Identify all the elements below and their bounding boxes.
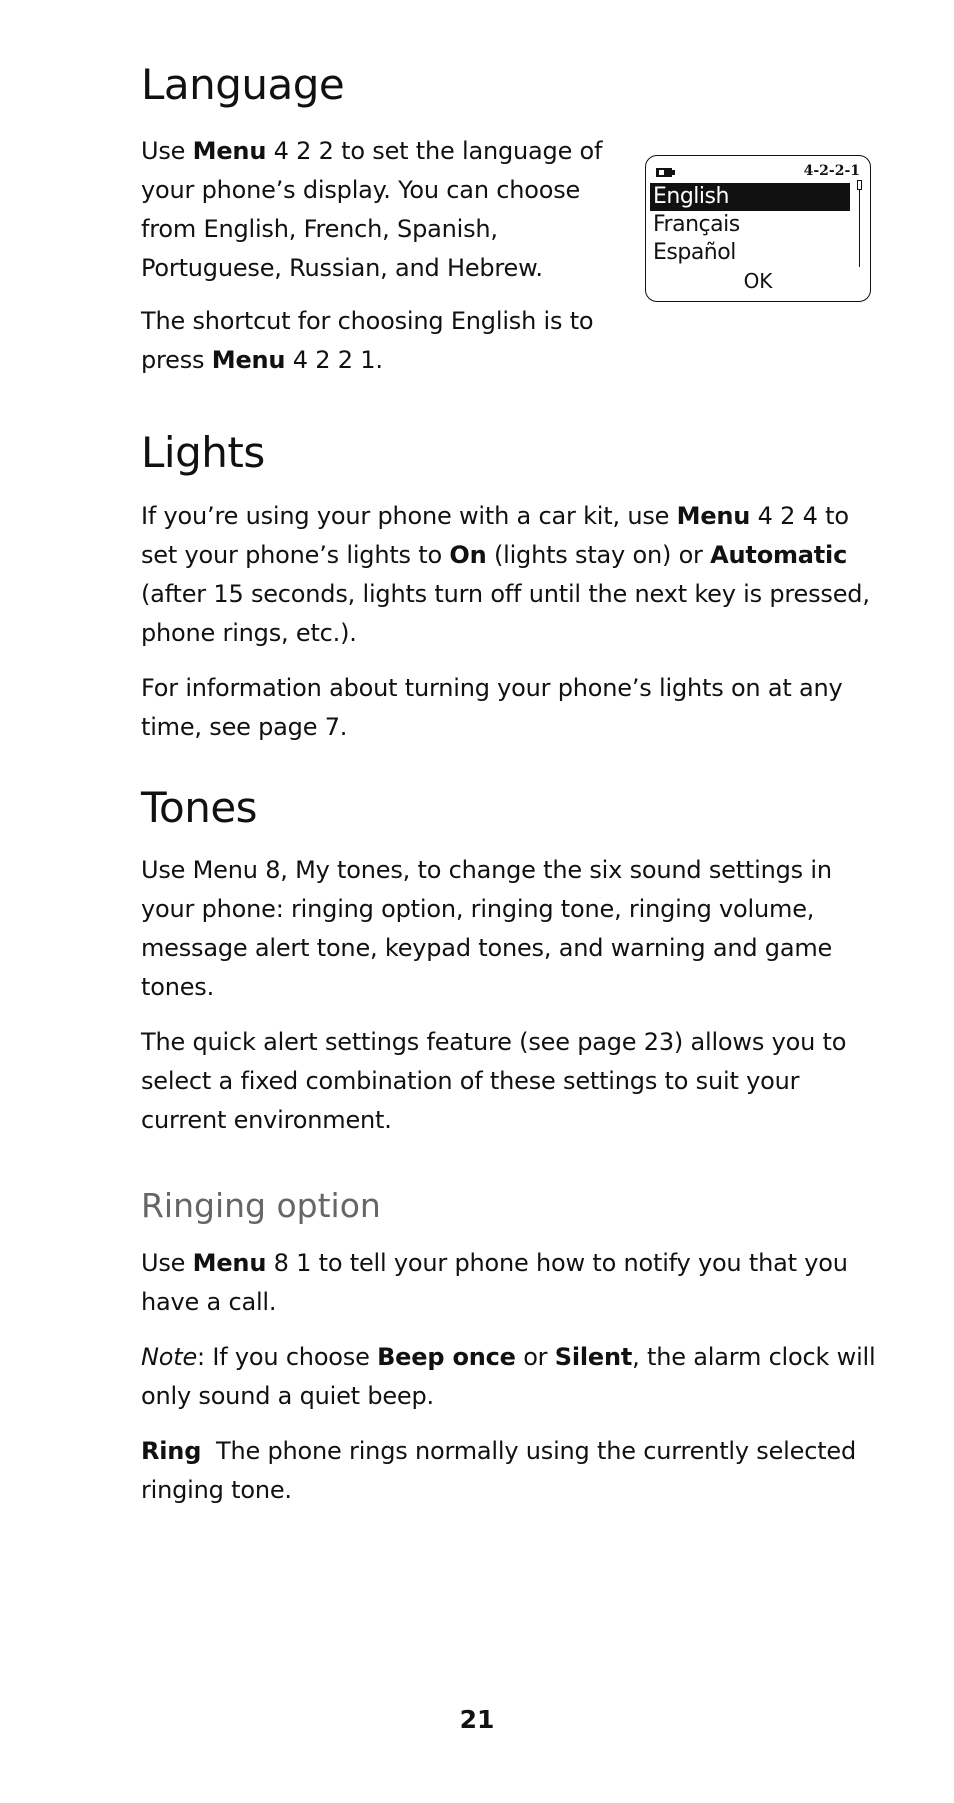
option-silent: Silent <box>554 1342 633 1371</box>
text-run: The phone rings normally using the currently selected ringing tone. <box>141 1436 864 1504</box>
menu-keyword: Menu <box>676 501 751 530</box>
text-run: Use <box>141 137 193 166</box>
section-tones <box>141 783 881 1140</box>
text-run: 4 2 2 1. <box>285 346 383 375</box>
language-list <box>650 183 850 267</box>
lights-paragraph-2: For information about turning your phone’s lights on at any time, see page 7. <box>141 673 843 741</box>
text-run: If you’re using your phone with a car kit, use <box>141 501 677 530</box>
text-run: , the alarm clock will only sound a quiet beep. <box>141 1342 876 1410</box>
text-run: Use <box>141 1248 193 1277</box>
language-item-francais: Français <box>653 212 740 237</box>
menu-code: 4-2-2-1 <box>803 163 860 179</box>
option-ring: Ring <box>141 1436 202 1465</box>
option-beep-once: Beep once <box>377 1342 516 1371</box>
text-run: or <box>515 1342 555 1371</box>
option-on: On <box>449 540 487 569</box>
text-run: : If you choose <box>197 1342 378 1371</box>
heading-ringing-option: Ringing option <box>141 1186 381 1226</box>
heading-language: Language <box>141 60 345 109</box>
text-run: 8 1 to tell your phone how to notify you that you have a call. <box>141 1248 848 1316</box>
tones-paragraph-2: The quick alert settings feature (see page 23) allows you to select a fixed combination of these settings to suit your current environment. <box>141 1028 847 1135</box>
language-item-english: English <box>650 183 850 211</box>
heading-tones: Tones <box>141 782 258 832</box>
text-run: 4 2 4 to set your phone’s lights to <box>141 501 849 569</box>
ringing-note <box>141 1338 881 1416</box>
section-ringing-option <box>141 1186 881 1510</box>
tones-paragraph-1: Use Menu 8, My tones, to change the six sound settings in your phone: ringing option, ringing tone, ringing volume, message alert tone, keypad tones, and warning and game tones. <box>141 856 833 1002</box>
menu-keyword: Menu <box>211 346 286 375</box>
option-automatic: Automatic <box>710 540 848 569</box>
section-lights <box>141 428 881 746</box>
heading-lights: Lights <box>141 428 265 478</box>
text-run: The shortcut for choosing English is to press <box>141 307 594 375</box>
text-run: (after 15 seconds, lights turn off until the next key is pressed, phone rings, etc.). <box>141 579 870 647</box>
text-run: 4 2 2 to set the language of your phone’s display. You can choose from English, French, Spanish, Portuguese, Russian, and Hebrew. <box>141 137 603 283</box>
note-label: Note <box>141 1342 198 1371</box>
text-run: (lights stay on) or <box>486 540 711 569</box>
lights-paragraph-1 <box>141 497 881 653</box>
menu-keyword: Menu <box>192 1248 267 1277</box>
menu-keyword: Menu <box>192 137 267 166</box>
ringing-ring-definition <box>141 1432 881 1510</box>
softkey-ok: OK <box>743 269 773 293</box>
scrollbar-thumb <box>857 180 862 190</box>
battery-icon <box>656 168 672 177</box>
ringing-paragraph-1 <box>141 1244 881 1322</box>
language-paragraph-2 <box>141 302 631 380</box>
scrollbar-track <box>859 183 861 267</box>
language-paragraph-1 <box>141 132 611 288</box>
page-number: 21 <box>459 1705 495 1734</box>
language-item-espanol: Español <box>653 240 736 265</box>
phone-screen-illustration <box>645 155 871 302</box>
